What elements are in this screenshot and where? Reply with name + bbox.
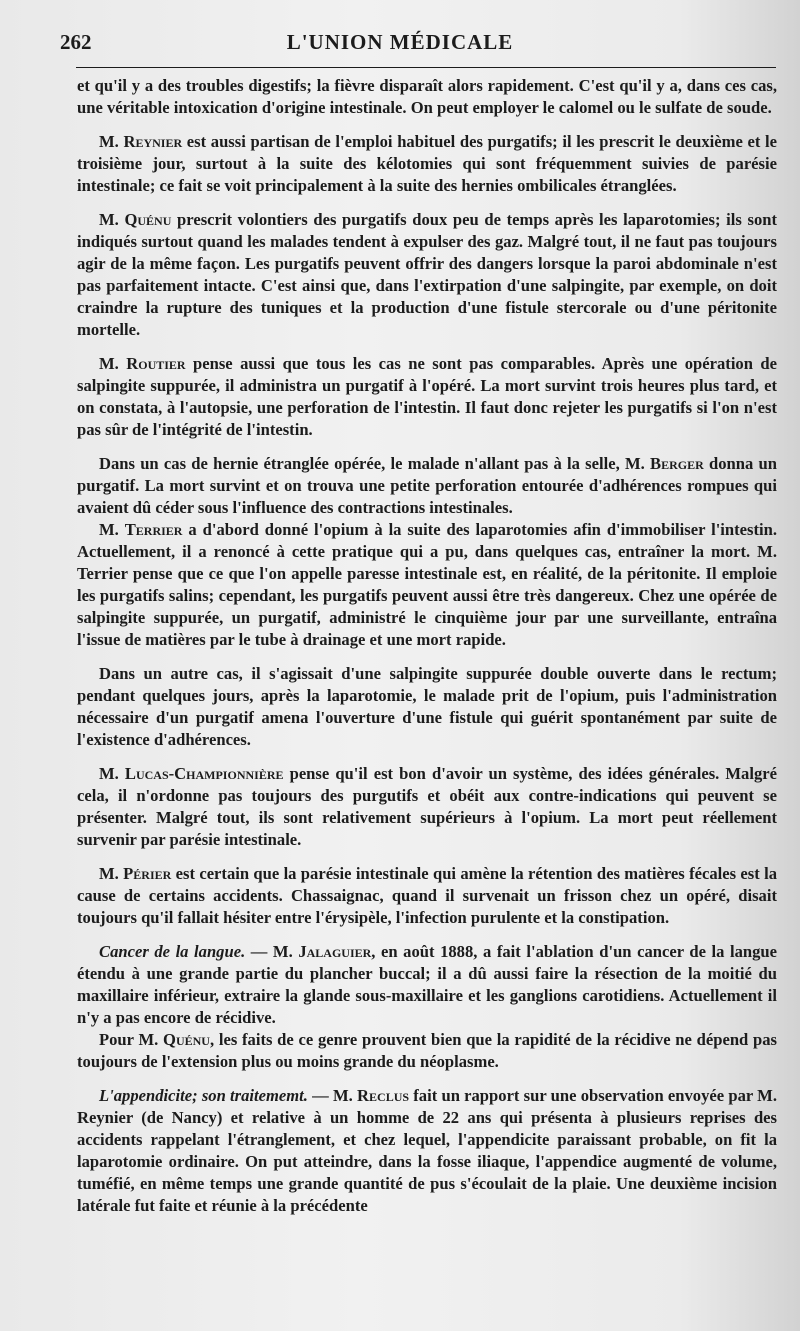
text-run: M. [99, 520, 125, 539]
paragraph-p1 [77, 75, 777, 119]
speaker-name: Périer [123, 864, 172, 883]
text-run: fait un rapport sur une observation envoyée par M. Reynier (de Nancy) et relative à un homme de 22 ans qui présenta à plusieurs reprises des accidents rappelant l'étranglement, et chez lequel, l'appendicite paraissant probable, on fit la laparotomie ordinaire. On put atteindre, dans la fosse iliaque, l'appendice augmenté de volume, tuméfié, en même temps une grande quantité de pus s'écoulait de la plaie. Une deuxième incision latérale fut faite et réunie à la précédente [77, 1086, 777, 1215]
paragraph-p5 [77, 453, 777, 519]
paragraph-gap [77, 929, 777, 941]
paragraph-p2 [77, 131, 777, 197]
header-rule [76, 67, 776, 68]
text-run: Pour M. [99, 1030, 164, 1049]
paragraph-p11 [77, 1029, 777, 1073]
paragraph-gap [77, 851, 777, 863]
text-run: M. [99, 764, 125, 783]
text-run: M. [99, 354, 127, 373]
text-run: pense aussi que tous les cas ne sont pas comparables. Après une opération de salpingite suppurée, il administra un purgatif à l'opéré. La mort survint trois heures plus tard, et on constata, à l'autopsie, une perforation de l'intestin. Il faut donc rejeter les purgatifs si l'on n'est pas sûr de l'intégrité de l'intestin. [77, 354, 777, 439]
speaker-name: Jalaguier [298, 942, 372, 961]
section-heading: L'appendicite; son traitememt. [99, 1086, 308, 1105]
paragraph-gap [77, 197, 777, 209]
text-run: pense qu'il est bon d'avoir un système, des idées générales. Malgré cela, il n'ordonne pas toujours des purgutifs et obéit aux contre-indications qui peuvent se présenter. Malgré tout, ils sont relativement supérieurs à l'opium. La mort peut réellement survenir par parésie intestinale. [77, 764, 777, 849]
text-run: — M. [307, 1086, 358, 1105]
paragraph-gap [77, 1073, 777, 1085]
page-number: 262 [60, 30, 92, 54]
section-heading: Cancer de la langue. [99, 942, 246, 961]
speaker-name: Terrier [124, 520, 183, 539]
paragraph-p10 [77, 941, 777, 1029]
text-run: M. [99, 864, 124, 883]
paragraph-gap [77, 341, 777, 353]
text-run: , en août 1888, a fait l'ablation d'un cancer de la langue étendu à une grande partie du plancher buccal; il a dû aussi faire la résection de la moitié du maxillaire inférieur, extraire la glande sous-maxillaire et les ganglions carotidiens. Actuellement il n'y a pas encore de récidive. [77, 942, 777, 1027]
text-run: est aussi partisan de l'emploi habituel des purgatifs; il les prescrit le deuxième et le troisième jour, surtout à la suite des kélotomies qui sont fréquemment suivies de parésie intestinale; ce fait se voit principalement à la suite des hernies ombilicales étranglées. [77, 132, 777, 195]
speaker-name: Quénu [124, 210, 172, 229]
text-run: et qu'il y a des troubles digestifs; la fièvre disparaît alors rapidement. C'est qu'il y a, dans ces cas, une véritable intoxication d'origine intestinale. On peut employer le calomel ou le sulfate de soude. [77, 76, 777, 117]
text-run: est certain que la parésie intestinale qui amène la rétention des matières fécales est la cause de certains accidents. Chassaignac, quand il survenait un frisson chez un opéré, disait toujours qu'il fallait hésiter entre l'érysipèle, l'infection purulente et la constipation. [77, 864, 777, 927]
text-run: Dans un autre cas, il s'agissait d'une salpingite suppurée double ouverte dans le rectum; pendant quelques jours, après la laparotomie, le malade prit de l'opium, puis l'administration nécessaire d'un purgatif amena l'ouverture d'une fistule qui guérit spontanément par suite de l'existence d'adhérences. [77, 664, 777, 749]
paragraph-p4 [77, 353, 777, 441]
paragraph-p3 [77, 209, 777, 341]
speaker-name: Berger [650, 454, 704, 473]
text-run: — M. [245, 942, 299, 961]
paragraph-gap [77, 751, 777, 763]
speaker-name: Routier [126, 354, 186, 373]
paragraph-gap [77, 651, 777, 663]
paragraph-p8 [77, 763, 777, 851]
text-run: M. [99, 132, 124, 151]
text-run: a d'abord donné l'opium à la suite des laparotomies afin d'immobiliser l'intestin. Actuellement, il a renoncé à cette pratique qui a pu, dans quelques cas, entraîner la mort. M. Terrier pense que ce que l'on appelle paresse intestinale est, en réalité, de la péritonite. Il emploie les purgatifs salins; cependant, les purgatifs peuvent aussi être très dangereux. Chez une opérée de salpingite suppurée, un purgatif, administré le cinquième jour par une surveillante, entraîna l'issue de matières par le tube à drainage et une mort rapide. [77, 520, 777, 649]
speaker-name: Reclus [357, 1086, 410, 1105]
running-title: L'UNION MÉDICALE [286, 30, 514, 54]
text-run: donna un purgatif. La mort survint et on trouva une petite perforation entourée d'adhérences rompues qui avaient dû céder sous l'influence des contractions intestinales. [77, 454, 777, 517]
paragraph-p12 [77, 1085, 777, 1217]
paragraph-gap [77, 441, 777, 453]
paragraph-p9 [77, 863, 777, 929]
speaker-name: Reynier [123, 132, 183, 151]
paragraph-p6 [77, 519, 777, 651]
paragraph-p7 [77, 663, 777, 751]
page-header [0, 30, 800, 70]
text-run: M. [99, 210, 125, 229]
speaker-name: Quénu [163, 1030, 210, 1049]
text-run: , les faits de ce genre prouvent bien que la rapidité de la récidive ne dépend pas toujours de l'extension plus ou moins grande du néoplasme. [77, 1030, 778, 1071]
speaker-name: Lucas-Championnière [124, 764, 284, 783]
text-run: prescrit volontiers des purgatifs doux peu de temps après les laparotomies; ils sont indiqués surtout quand les malades tendent à expulser des gaz. Malgré tout, il ne faut pas toujours agir de la même façon. Les purgatifs peuvent offrir des dangers lorsque la paroi abdominale n'est pas parfaitement intacte. C'est ainsi que, dans l'extirpation d'une salpingite, par exemple, on doit craindre la rupture des tuniques et la production d'une fistule stercorale ou d'une péritonite mortelle. [77, 210, 778, 339]
text-run: Dans un cas de hernie étranglée opérée, le malade n'allant pas à la selle, M. [99, 454, 651, 473]
text-body [77, 75, 777, 1217]
paragraph-gap [77, 119, 777, 131]
